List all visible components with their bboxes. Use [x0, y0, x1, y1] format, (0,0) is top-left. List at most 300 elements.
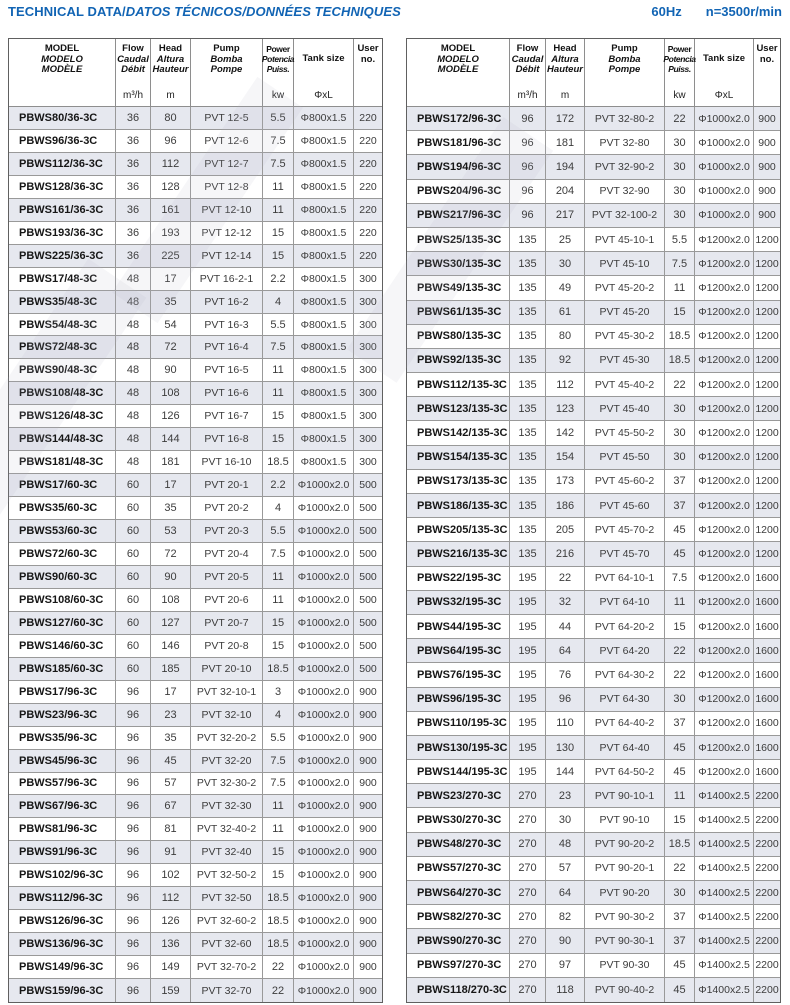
flow-cell: 96	[510, 204, 546, 228]
power-cell: 11	[665, 591, 695, 615]
header-label: Pump	[611, 43, 638, 54]
col-header-pump-labels	[210, 44, 242, 76]
head-cell: 142	[546, 421, 585, 445]
header-label: Hauteur	[152, 64, 189, 75]
flow-cell: 96	[510, 180, 546, 204]
tank-size-cell: Φ1200x2.0	[695, 301, 754, 325]
flow-cell: 60	[116, 612, 151, 635]
pump-cell: PVT 45-60-2	[585, 470, 665, 494]
head-cell: 154	[546, 446, 585, 470]
tank-size-cell: Φ1200x2.0	[695, 421, 754, 445]
power-cell: 37	[665, 905, 695, 929]
model-cell: PBWS64/195-3C	[407, 639, 510, 663]
power-cell: 15	[263, 635, 294, 658]
power-cell: 3	[263, 681, 294, 704]
user-no-cell: 220	[354, 245, 382, 268]
table-row	[9, 887, 382, 910]
col-header-user-labels	[357, 44, 378, 65]
head-cell: 161	[151, 199, 191, 222]
pump-cell: PVT 45-30-2	[585, 325, 665, 349]
flow-cell: 60	[116, 543, 151, 566]
flow-cell: 96	[116, 979, 151, 1002]
pump-cell: PVT 45-20	[585, 301, 665, 325]
tank-size-cell: Φ1200x2.0	[695, 567, 754, 591]
header-label: no.	[759, 53, 775, 65]
header-unit: m³/h	[123, 90, 143, 101]
table-row	[9, 474, 382, 497]
pump-cell: PVT 32-50	[191, 887, 263, 910]
pump-cell: PVT 12-8	[191, 176, 263, 199]
tank-size-cell: Φ1200x2.0	[695, 252, 754, 276]
user-no-cell: 1600	[754, 712, 780, 736]
model-cell: PBWS49/135-3C	[407, 276, 510, 300]
tank-size-cell: Φ1400x2.5	[695, 954, 754, 978]
pump-cell: PVT 32-60	[191, 933, 263, 956]
head-cell: 181	[151, 451, 191, 474]
tank-size-cell: Φ1200x2.0	[695, 446, 754, 470]
user-no-cell: 300	[354, 451, 382, 474]
table-row	[9, 382, 382, 405]
table-row	[407, 397, 780, 421]
user-no-cell: 1200	[754, 373, 780, 397]
model-cell: PBWS112/36-3C	[9, 153, 116, 176]
header-label: Caudal	[117, 53, 149, 65]
tank-size-cell: Φ1400x2.5	[695, 905, 754, 929]
power-cell: 15	[263, 222, 294, 245]
user-no-cell: 2200	[754, 784, 780, 808]
header-label: Head	[553, 43, 577, 54]
tank-size-cell: Φ800x1.5	[294, 130, 354, 153]
model-cell: PBWS108/48-3C	[9, 382, 116, 405]
table-row	[407, 978, 780, 1002]
head-cell: 194	[546, 155, 585, 179]
head-cell: 76	[546, 663, 585, 687]
head-cell: 128	[151, 176, 191, 199]
flow-cell: 96	[116, 910, 151, 933]
model-cell: PBWS61/135-3C	[407, 301, 510, 325]
flow-cell: 270	[510, 833, 546, 857]
head-cell: 127	[151, 612, 191, 635]
model-cell: PBWS127/60-3C	[9, 612, 116, 635]
head-cell: 90	[151, 359, 191, 382]
power-cell: 30	[665, 155, 695, 179]
table-row	[407, 180, 780, 204]
table-row	[9, 750, 382, 773]
flow-cell: 48	[116, 291, 151, 314]
header-unit: m	[166, 90, 175, 101]
flow-cell: 195	[510, 712, 546, 736]
tank-size-cell: Φ1200x2.0	[695, 373, 754, 397]
tank-size-cell: Φ1200x2.0	[695, 518, 754, 542]
user-no-cell: 1200	[754, 228, 780, 252]
table-row	[9, 704, 382, 727]
head-cell: 217	[546, 204, 585, 228]
model-cell: PBWS23/96-3C	[9, 704, 116, 727]
pump-cell: PVT 32-70	[191, 979, 263, 1002]
model-cell: PBWS91/96-3C	[9, 841, 116, 864]
pump-cell: PVT 90-10	[585, 808, 665, 832]
tank-size-cell: Φ1400x2.5	[695, 857, 754, 881]
flow-cell: 135	[510, 325, 546, 349]
model-cell: PBWS149/96-3C	[9, 956, 116, 979]
table-body-right	[407, 107, 780, 1002]
table-row	[407, 760, 780, 784]
pump-cell: PVT 20-6	[191, 589, 263, 612]
head-cell: 32	[546, 591, 585, 615]
power-cell: 11	[665, 784, 695, 808]
flow-cell: 60	[116, 497, 151, 520]
flow-cell: 195	[510, 760, 546, 784]
pump-cell: PVT 12-10	[191, 199, 263, 222]
model-cell: PBWS80/135-3C	[407, 325, 510, 349]
col-header-flow	[116, 39, 151, 106]
pump-cell: PVT 64-40-2	[585, 712, 665, 736]
head-cell: 173	[546, 470, 585, 494]
power-cell: 5.5	[665, 228, 695, 252]
model-cell: PBWS144/195-3C	[407, 760, 510, 784]
user-no-cell: 900	[354, 773, 382, 796]
head-cell: 82	[546, 905, 585, 929]
pump-cell: PVT 90-20	[585, 881, 665, 905]
head-cell: 35	[151, 727, 191, 750]
head-cell: 126	[151, 405, 191, 428]
user-no-cell: 900	[354, 818, 382, 841]
header-label: Altura	[551, 53, 579, 65]
col-header-model-labels	[437, 44, 479, 76]
pump-cell: PVT 32-90-2	[585, 155, 665, 179]
model-cell: PBWS32/195-3C	[407, 591, 510, 615]
header-label: Potencia	[663, 54, 696, 64]
flow-cell: 96	[510, 155, 546, 179]
table-row	[9, 864, 382, 887]
pump-cell: PVT 32-80-2	[585, 107, 665, 131]
user-no-cell: 220	[354, 153, 382, 176]
model-cell: PBWS80/36-3C	[9, 107, 116, 130]
table-row	[407, 881, 780, 905]
model-cell: PBWS194/96-3C	[407, 155, 510, 179]
head-cell: 112	[151, 887, 191, 910]
table-row	[9, 153, 382, 176]
pump-cell: PVT 32-20-2	[191, 727, 263, 750]
table-row	[9, 107, 382, 130]
tank-size-cell: Φ800x1.5	[294, 199, 354, 222]
user-no-cell: 1200	[754, 518, 780, 542]
power-cell: 22	[665, 107, 695, 131]
col-header-head	[546, 39, 585, 106]
pump-cell: PVT 64-10-1	[585, 567, 665, 591]
col-header-tank-size	[695, 39, 754, 106]
head-cell: 30	[546, 252, 585, 276]
tank-size-cell: Φ1200x2.0	[695, 349, 754, 373]
tank-size-cell: Φ1000x2.0	[294, 773, 354, 796]
table-row	[407, 954, 780, 978]
power-cell: 22	[665, 663, 695, 687]
tank-size-cell: Φ1000x2.0	[294, 612, 354, 635]
flow-cell: 195	[510, 688, 546, 712]
flow-cell: 195	[510, 615, 546, 639]
model-cell: PBWS23/270-3C	[407, 784, 510, 808]
user-no-cell: 900	[354, 887, 382, 910]
power-cell: 15	[665, 808, 695, 832]
power-cell: 15	[665, 615, 695, 639]
user-no-cell: 900	[754, 204, 780, 228]
head-cell: 186	[546, 494, 585, 518]
pump-cell: PVT 12-5	[191, 107, 263, 130]
model-cell: PBWS181/48-3C	[9, 451, 116, 474]
user-no-cell: 300	[354, 359, 382, 382]
pump-cell: PVT 16-7	[191, 405, 263, 428]
header-label: Flow	[122, 43, 144, 54]
table-row	[407, 204, 780, 228]
flow-cell: 195	[510, 591, 546, 615]
flow-cell: 135	[510, 349, 546, 373]
pump-cell: PVT 90-20-2	[585, 833, 665, 857]
power-cell: 7.5	[263, 773, 294, 796]
tank-size-cell: Φ1000x2.0	[294, 727, 354, 750]
flow-cell: 60	[116, 566, 151, 589]
power-cell: 15	[263, 428, 294, 451]
user-no-cell: 500	[354, 497, 382, 520]
col-header-tank-labels	[302, 54, 344, 65]
pump-cell: PVT 90-30	[585, 954, 665, 978]
user-no-cell: 2200	[754, 881, 780, 905]
tank-size-cell: Φ1200x2.0	[695, 639, 754, 663]
tank-size-cell: Φ800x1.5	[294, 153, 354, 176]
power-cell: 2.2	[263, 268, 294, 291]
flow-cell: 36	[116, 199, 151, 222]
tank-size-cell: Φ1200x2.0	[695, 325, 754, 349]
model-cell: PBWS217/96-3C	[407, 204, 510, 228]
flow-cell: 195	[510, 663, 546, 687]
head-cell: 22	[546, 567, 585, 591]
tank-size-cell: Φ1000x2.0	[294, 520, 354, 543]
pump-cell: PVT 45-60	[585, 494, 665, 518]
model-cell: PBWS30/270-3C	[407, 808, 510, 832]
header-label: Débit	[121, 64, 145, 75]
head-cell: 204	[546, 180, 585, 204]
power-cell: 11	[263, 176, 294, 199]
head-cell: 64	[546, 639, 585, 663]
col-header-pump-labels	[608, 44, 640, 76]
table-row	[9, 681, 382, 704]
table-row	[9, 268, 382, 291]
model-cell: PBWS90/60-3C	[9, 566, 116, 589]
tank-size-cell: Φ1000x2.0	[294, 841, 354, 864]
pump-cell: PVT 32-20	[191, 750, 263, 773]
power-cell: 7.5	[665, 252, 695, 276]
user-no-cell: 500	[354, 566, 382, 589]
tank-size-cell: Φ1200x2.0	[695, 615, 754, 639]
pump-cell: PVT 45-10-1	[585, 228, 665, 252]
model-cell: PBWS142/135-3C	[407, 421, 510, 445]
head-cell: 90	[151, 566, 191, 589]
pump-cell: PVT 16-10	[191, 451, 263, 474]
header-label: Bomba	[210, 53, 243, 65]
power-cell: 45	[665, 736, 695, 760]
power-cell: 37	[665, 929, 695, 953]
pump-cell: PVT 20-10	[191, 658, 263, 681]
header-label: MODELO	[437, 53, 479, 65]
table-row	[407, 736, 780, 760]
flow-cell: 48	[116, 405, 151, 428]
spec-table-right	[406, 38, 781, 1003]
user-no-cell: 900	[354, 704, 382, 727]
tank-size-cell: Φ800x1.5	[294, 359, 354, 382]
pump-cell: PVT 16-6	[191, 382, 263, 405]
model-cell: PBWS90/270-3C	[407, 929, 510, 953]
model-cell: PBWS44/195-3C	[407, 615, 510, 639]
model-cell: PBWS185/60-3C	[9, 658, 116, 681]
header-label: Pump	[213, 43, 240, 54]
power-cell: 30	[665, 446, 695, 470]
user-no-cell: 900	[354, 864, 382, 887]
tank-size-cell: Φ800x1.5	[294, 314, 354, 337]
pump-cell: PVT 64-20-2	[585, 615, 665, 639]
table-body-left	[9, 107, 382, 1002]
tank-size-cell: Φ1000x2.0	[294, 956, 354, 979]
power-cell: 30	[665, 421, 695, 445]
table-row	[9, 199, 382, 222]
pump-cell: PVT 32-80	[585, 131, 665, 155]
user-no-cell: 1600	[754, 639, 780, 663]
flow-cell: 270	[510, 808, 546, 832]
power-cell: 11	[263, 818, 294, 841]
model-cell: PBWS130/195-3C	[407, 736, 510, 760]
pump-cell: PVT 16-4	[191, 336, 263, 359]
flow-cell: 135	[510, 446, 546, 470]
tank-size-cell: Φ1200x2.0	[695, 712, 754, 736]
head-cell: 17	[151, 681, 191, 704]
power-cell: 2.2	[263, 474, 294, 497]
user-no-cell: 900	[354, 933, 382, 956]
user-no-cell: 900	[354, 910, 382, 933]
power-cell: 30	[665, 397, 695, 421]
flow-cell: 96	[116, 727, 151, 750]
user-no-cell: 220	[354, 107, 382, 130]
flow-cell: 60	[116, 635, 151, 658]
table-row	[9, 176, 382, 199]
user-no-cell: 220	[354, 222, 382, 245]
pump-cell: PVT 32-10	[191, 704, 263, 727]
col-header-head	[151, 39, 191, 106]
head-cell: 25	[546, 228, 585, 252]
power-cell: 4	[263, 291, 294, 314]
model-cell: PBWS193/36-3C	[9, 222, 116, 245]
table-row	[407, 688, 780, 712]
head-cell: 136	[151, 933, 191, 956]
user-no-cell: 220	[354, 199, 382, 222]
flow-cell: 48	[116, 336, 151, 359]
table-row	[9, 314, 382, 337]
power-cell: 22	[263, 979, 294, 1002]
header-label: Caudal	[511, 53, 544, 65]
user-no-cell: 500	[354, 474, 382, 497]
model-cell: PBWS123/135-3C	[407, 397, 510, 421]
flow-cell: 96	[116, 841, 151, 864]
head-cell: 57	[151, 773, 191, 796]
header-label: MODEL	[44, 43, 80, 54]
operating-specs	[651, 4, 782, 19]
tank-size-cell: Φ1000x2.0	[294, 864, 354, 887]
tank-size-cell: Φ800x1.5	[294, 451, 354, 474]
power-cell: 18.5	[665, 833, 695, 857]
user-no-cell: 900	[754, 155, 780, 179]
tank-size-cell: Φ800x1.5	[294, 291, 354, 314]
model-cell: PBWS57/270-3C	[407, 857, 510, 881]
power-cell: 15	[263, 841, 294, 864]
tank-size-cell: Φ1200x2.0	[695, 542, 754, 566]
pump-cell: PVT 45-70-2	[585, 518, 665, 542]
tank-size-cell: Φ1200x2.0	[695, 663, 754, 687]
model-cell: PBWS90/48-3C	[9, 359, 116, 382]
power-cell: 22	[665, 857, 695, 881]
head-cell: 216	[546, 542, 585, 566]
head-cell: 49	[546, 276, 585, 300]
user-no-cell: 900	[754, 107, 780, 131]
header-label: MODELO	[41, 53, 83, 65]
tank-size-cell: Φ1400x2.5	[695, 833, 754, 857]
col-header-power-labels	[663, 44, 695, 74]
user-no-cell: 2200	[754, 954, 780, 978]
flow-cell: 36	[116, 245, 151, 268]
user-no-cell: 1600	[754, 736, 780, 760]
pump-cell: PVT 32-100-2	[585, 204, 665, 228]
tank-size-cell: Φ1000x2.0	[294, 979, 354, 1002]
table-row	[407, 518, 780, 542]
power-cell: 4	[263, 497, 294, 520]
user-no-cell: 1200	[754, 301, 780, 325]
header-label: Puiss.	[668, 64, 691, 74]
model-cell: PBWS48/270-3C	[407, 833, 510, 857]
table-row	[407, 712, 780, 736]
tank-size-cell: Φ800x1.5	[294, 428, 354, 451]
tank-size-cell: Φ800x1.5	[294, 107, 354, 130]
flow-cell: 135	[510, 421, 546, 445]
head-cell: 57	[546, 857, 585, 881]
user-no-cell: 500	[354, 612, 382, 635]
user-no-cell: 300	[354, 268, 382, 291]
table-header	[9, 39, 382, 107]
tank-size-cell: Φ1200x2.0	[695, 276, 754, 300]
head-cell: 91	[151, 841, 191, 864]
table-row	[407, 131, 780, 155]
user-no-cell: 1600	[754, 567, 780, 591]
user-no-cell: 1600	[754, 591, 780, 615]
flow-cell: 96	[116, 704, 151, 727]
tank-size-cell: Φ1200x2.0	[695, 688, 754, 712]
head-cell: 181	[546, 131, 585, 155]
header-label: Tank size	[302, 53, 345, 64]
header-unit: ΦxL	[314, 90, 333, 101]
model-cell: PBWS144/48-3C	[9, 428, 116, 451]
power-cell: 30	[665, 688, 695, 712]
table-row	[9, 405, 382, 428]
table-row	[407, 228, 780, 252]
user-no-cell: 500	[354, 635, 382, 658]
pump-cell: PVT 16-2-1	[191, 268, 263, 291]
head-cell: 30	[546, 808, 585, 832]
pump-cell: PVT 16-3	[191, 314, 263, 337]
table-row	[407, 591, 780, 615]
topbar	[8, 4, 782, 19]
table-row	[9, 773, 382, 796]
flow-cell: 96	[510, 131, 546, 155]
tank-size-cell: Φ1200x2.0	[695, 470, 754, 494]
power-cell: 11	[263, 359, 294, 382]
power-cell: 11	[263, 795, 294, 818]
table-row	[407, 639, 780, 663]
head-cell: 97	[546, 954, 585, 978]
